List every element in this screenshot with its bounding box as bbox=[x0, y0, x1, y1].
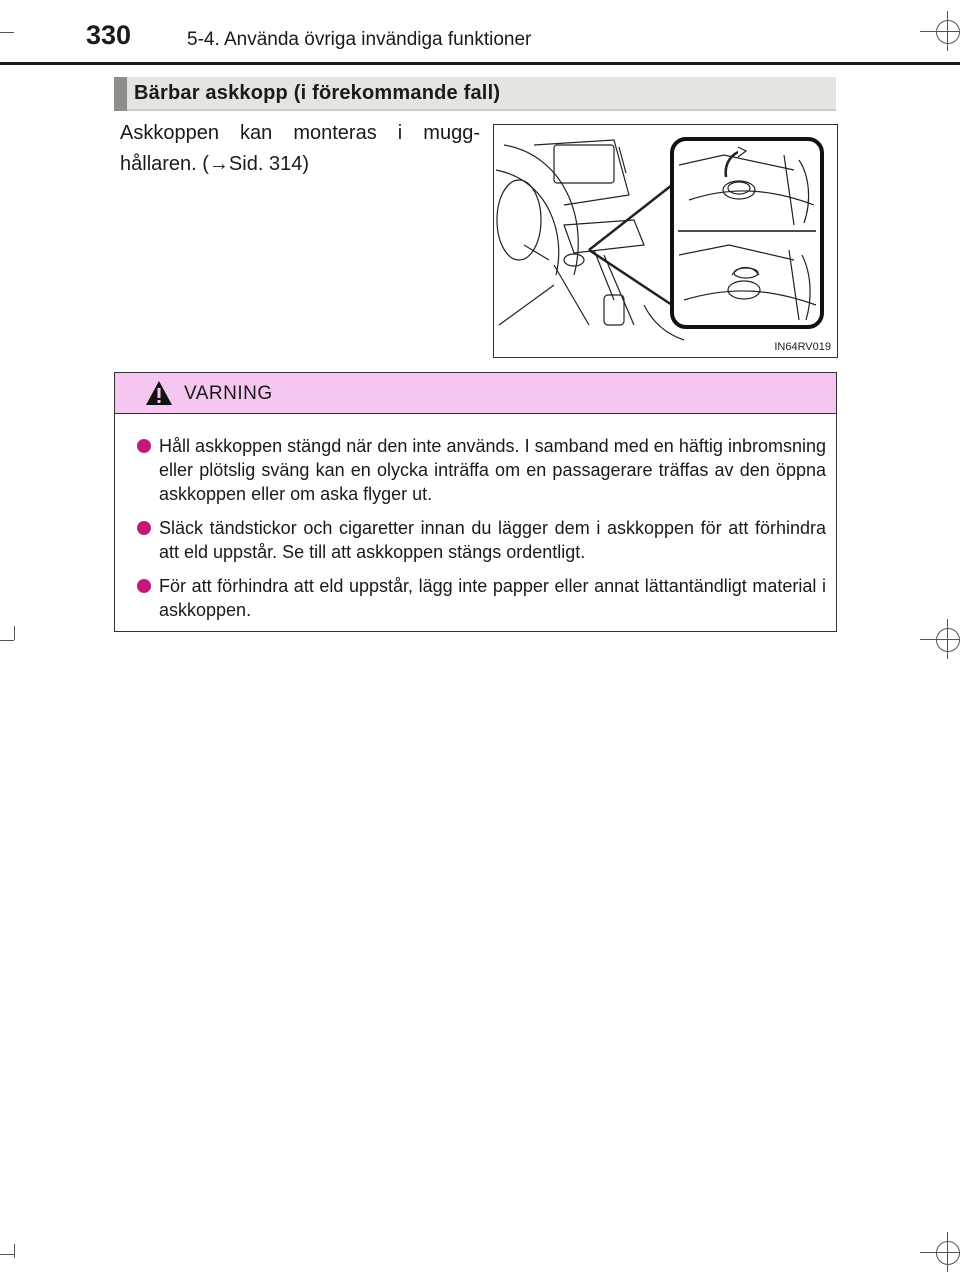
registration-line bbox=[947, 11, 948, 51]
warning-header bbox=[115, 373, 836, 414]
header-rule bbox=[0, 62, 960, 65]
warning-item bbox=[137, 516, 826, 564]
warning-box bbox=[114, 372, 837, 632]
registration-line bbox=[920, 639, 960, 640]
warning-body bbox=[115, 414, 836, 622]
section-heading bbox=[114, 77, 836, 111]
section-heading-text: Bärbar askkopp (i förekommande fall) bbox=[134, 82, 501, 104]
registration-line bbox=[920, 31, 960, 32]
ashtray-illustration bbox=[493, 124, 838, 358]
crop-mark bbox=[0, 32, 14, 33]
registration-mark bbox=[936, 1241, 960, 1265]
warning-title: VARNING bbox=[184, 383, 273, 404]
chapter-title: 5-4. Använda övriga invändiga funktioner bbox=[187, 29, 532, 50]
bullet-dot-icon bbox=[137, 521, 151, 535]
warning-item-text: För att förhindra att eld uppstår, lägg inte papper eller annat lättantändligt material i askkoppen. bbox=[159, 576, 826, 620]
warning-item bbox=[137, 434, 826, 506]
crop-mark bbox=[0, 1254, 14, 1255]
registration-mark bbox=[936, 20, 960, 44]
bullet-dot-icon bbox=[137, 579, 151, 593]
warning-item-text: Håll askkoppen stängd när den inte används. I samband med en häftig inbromsning eller plötslig sväng kan en olycka inträffa om en passagerare träffas av den öppna askkoppen eller om aska flyger ut. bbox=[159, 436, 826, 504]
registration-line bbox=[947, 619, 948, 659]
warning-triangle-icon bbox=[145, 380, 173, 406]
warning-item-text: Släck tändstickor och cigaretter innan du lägger dem i askkoppen för att förhindra att eld uppstår. Se till att askkoppen stängs ordentligt. bbox=[159, 518, 826, 562]
bullet-dot-icon bbox=[137, 439, 151, 453]
section-heading-bar bbox=[114, 77, 127, 111]
figure-code: IN64RV019 bbox=[774, 341, 831, 353]
intro-paragraph: Askkoppen kan monteras i mugg- hållaren. (→Sid. 314) bbox=[120, 122, 480, 175]
registration-line bbox=[947, 1232, 948, 1272]
crop-mark bbox=[0, 640, 14, 641]
registration-mark bbox=[936, 628, 960, 652]
car-interior-drawing bbox=[494, 125, 837, 357]
warning-item bbox=[137, 574, 826, 622]
registration-line bbox=[920, 1252, 960, 1253]
crop-mark bbox=[14, 1244, 15, 1258]
page-number: 330 bbox=[86, 20, 132, 50]
crop-mark bbox=[14, 626, 15, 640]
